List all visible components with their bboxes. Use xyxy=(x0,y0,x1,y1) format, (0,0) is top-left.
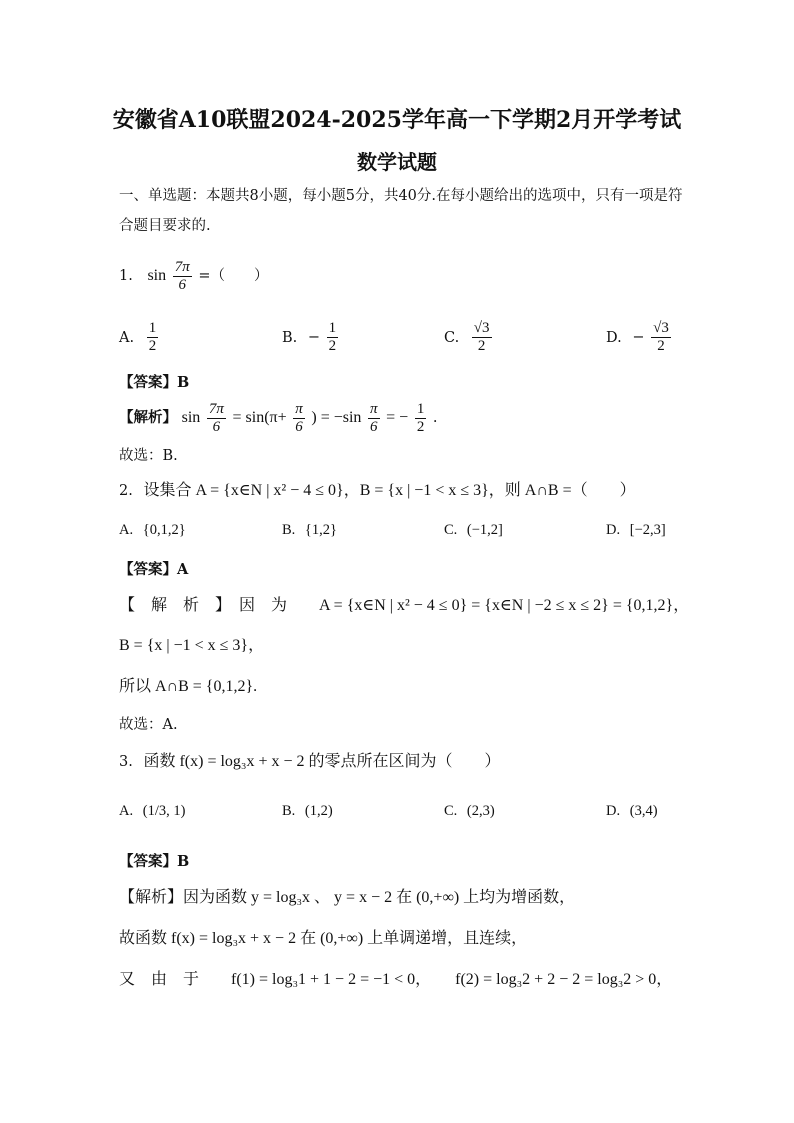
fraction-denominator: 6 xyxy=(212,418,221,435)
page-title: 安徽省A10联盟2024-2025学年高一下学期2月开学考试 xyxy=(112,107,682,133)
analysis-1 xyxy=(119,400,438,436)
option-text: (1/3, 1) xyxy=(142,803,186,819)
section-header-line2: 合题目要求的. xyxy=(119,218,211,234)
answer-1: 【答案】B xyxy=(119,374,190,391)
fraction xyxy=(207,401,226,436)
math-text: 函数 f(x) = log₃x + x − 2 的零点所在区间为（ ） xyxy=(143,753,501,770)
option-label: A. xyxy=(119,522,134,538)
option-b[interactable] xyxy=(282,803,333,820)
math-text: 设集合 A = {x∈N | x² − 4 ≤ 0}，B = {x | −1 < x ≤ 3}，则 A∩B =（ ） xyxy=(143,482,636,499)
analysis-3-line2: 故函数 f(x) = log₃x + x − 2 在 (0,+∞) 上单调递增，且连续， xyxy=(119,930,528,947)
fraction-numerator: √3 xyxy=(473,320,490,336)
fraction-numerator: 1 xyxy=(328,320,337,336)
option-label: D. xyxy=(606,522,621,538)
option-label: C. xyxy=(444,803,458,819)
fraction-numerator: π xyxy=(295,400,303,417)
fraction-numerator: 1 xyxy=(148,320,157,336)
option-label: A. xyxy=(119,329,135,346)
math-text: = − xyxy=(386,409,409,426)
math-text: =（ ） xyxy=(198,268,269,284)
analysis-2-line2: B = {x | −1 < x ≤ 3}， xyxy=(119,637,265,654)
option-label: D. xyxy=(606,329,622,346)
choice-2: 故选：A. xyxy=(119,717,178,733)
fraction-denominator: 2 xyxy=(477,338,486,354)
option-d[interactable] xyxy=(606,803,658,820)
fraction-denominator: 6 xyxy=(370,418,378,435)
option-label: D. xyxy=(606,803,621,819)
option-label: C. xyxy=(444,329,460,346)
option-a[interactable] xyxy=(119,522,186,539)
option-label: A. xyxy=(119,803,134,819)
option-b[interactable] xyxy=(282,522,337,539)
math-text: sin xyxy=(181,409,201,426)
fraction xyxy=(368,401,380,436)
fraction xyxy=(327,320,339,355)
option-d[interactable] xyxy=(606,320,673,355)
question-number: 2. xyxy=(119,483,133,499)
option-label: C. xyxy=(444,522,458,538)
fraction-numerator: √3 xyxy=(653,320,669,336)
math-text: . xyxy=(432,410,438,426)
fraction xyxy=(472,320,492,355)
option-d[interactable] xyxy=(606,522,666,539)
option-text: {1,2} xyxy=(304,522,337,538)
option-text: (2,3) xyxy=(466,803,495,819)
fraction-numerator: 7π xyxy=(208,400,224,417)
fraction-numerator: 1 xyxy=(416,400,425,417)
math-text: sin xyxy=(147,267,167,284)
question-1-stem xyxy=(119,258,269,294)
sign: − xyxy=(632,329,645,346)
option-label: B. xyxy=(282,803,296,819)
analysis-2-line3: 所以 A∩B = {0,1,2}. xyxy=(119,678,258,695)
choice-1: 故选：B. xyxy=(119,448,178,464)
option-c[interactable] xyxy=(444,803,495,820)
sign: − xyxy=(307,329,321,346)
answer-2: 【答案】A xyxy=(119,561,189,578)
analysis-label: 【解析】 xyxy=(119,409,177,426)
page-subtitle: 数学试题 xyxy=(357,150,437,174)
option-label: B. xyxy=(282,522,296,538)
fraction xyxy=(415,401,427,436)
analysis-3-line3: 又 由 于 f(1) = log₃1 + 1 − 2 = −1 < 0， f(2) = log₃2 + 2 − 2 = log₃2 > 0， xyxy=(119,971,673,988)
fraction-denominator: 2 xyxy=(148,338,157,354)
fraction-denominator: 6 xyxy=(295,418,303,435)
analysis-2-line1: 【 解 析 】 因 为 A = {x∈N | x² − 4 ≤ 0} = {x∈N | −2 ≤ x ≤ 2} = {0,1,2}， xyxy=(119,597,690,614)
section-header-line1: 一、单选题：本题共8小题，每小题5分，共40分.在每小题给出的选项中，只有一项是符 xyxy=(119,188,683,204)
question-number: 1. xyxy=(119,268,133,284)
fraction-denominator: 6 xyxy=(178,276,186,293)
fraction-denominator: 2 xyxy=(657,338,665,354)
fraction xyxy=(651,320,671,355)
analysis-3-line1: 【解析】因为函数 y = log₃x 、 y = x − 2 在 (0,+∞) 上均为增函数， xyxy=(119,889,576,906)
fraction-numerator: 7π xyxy=(174,258,190,275)
fraction xyxy=(173,259,192,294)
question-2-stem xyxy=(119,481,636,501)
fraction-denominator: 2 xyxy=(328,338,337,354)
option-text: {0,1,2} xyxy=(142,522,186,538)
option-a[interactable] xyxy=(119,803,185,820)
option-c[interactable] xyxy=(444,522,503,539)
option-text: (−1,2] xyxy=(466,522,503,538)
option-c[interactable] xyxy=(444,320,494,355)
answer-3: 【答案】B xyxy=(119,853,190,870)
math-text: = sin(π+ xyxy=(232,409,287,426)
fraction-denominator: 2 xyxy=(416,418,425,435)
fraction-numerator: π xyxy=(370,400,378,417)
option-label: B. xyxy=(282,329,298,346)
fraction xyxy=(147,320,159,355)
option-b[interactable] xyxy=(282,320,340,355)
math-text: ) = −sin xyxy=(311,409,362,426)
question-number: 3. xyxy=(119,754,133,770)
option-text: (3,4) xyxy=(629,803,658,819)
fraction xyxy=(293,401,305,436)
option-a[interactable] xyxy=(119,320,160,355)
question-3-stem xyxy=(119,752,501,772)
option-text: [−2,3] xyxy=(629,522,666,538)
option-text: (1,2) xyxy=(304,803,333,819)
